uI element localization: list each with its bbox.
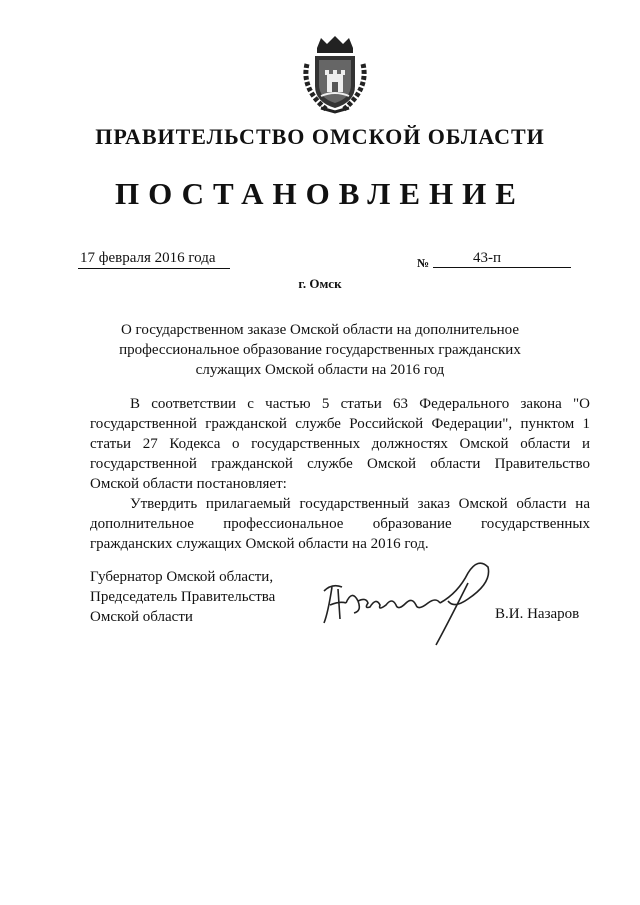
signatory-title — [90, 567, 310, 627]
organization-name: ПРАВИТЕЛЬСТВО ОМСКОЙ ОБЛАСТИ — [95, 124, 545, 149]
document-title: О государственном заказе Омской области на дополнительное профессиональное образование государственных гражданских служащих Омской области на 2016 год — [119, 322, 521, 378]
signatory-name: В.И. Назаров — [495, 606, 580, 622]
document-number: 43-п — [433, 250, 571, 268]
handwritten-signature-icon — [318, 553, 498, 653]
city-label: г. Омск — [298, 276, 342, 291]
omsk-coat-of-arms-icon — [297, 34, 373, 114]
signatory-title-line: Омской области — [90, 609, 193, 625]
body-paragraph: В соответствии с частью 5 статьи 63 Федерального закона "О государственной гражданской службе Российской Федерации", пунктом 1 статьи 27 Кодекса о государственных должностях Омской области и государственной гражданской службе Омской области Правительство Омской области постановляет: — [90, 396, 590, 492]
document-date: 17 февраля 2016 года — [78, 250, 230, 269]
signatory-title-line: Губернатор Омской области, — [90, 569, 274, 585]
signatory-title-line: Председатель Правительства — [90, 589, 276, 605]
body-paragraph: Утвердить прилагаемый государственный заказ Омской области на дополнительное профессиональное образование государственных гражданских служащих Омской области на 2016 год. — [90, 496, 590, 552]
number-sign: № — [417, 256, 430, 270]
document-body — [90, 394, 590, 554]
document-type: ПОСТАНОВЛЕНИЕ — [115, 176, 525, 211]
